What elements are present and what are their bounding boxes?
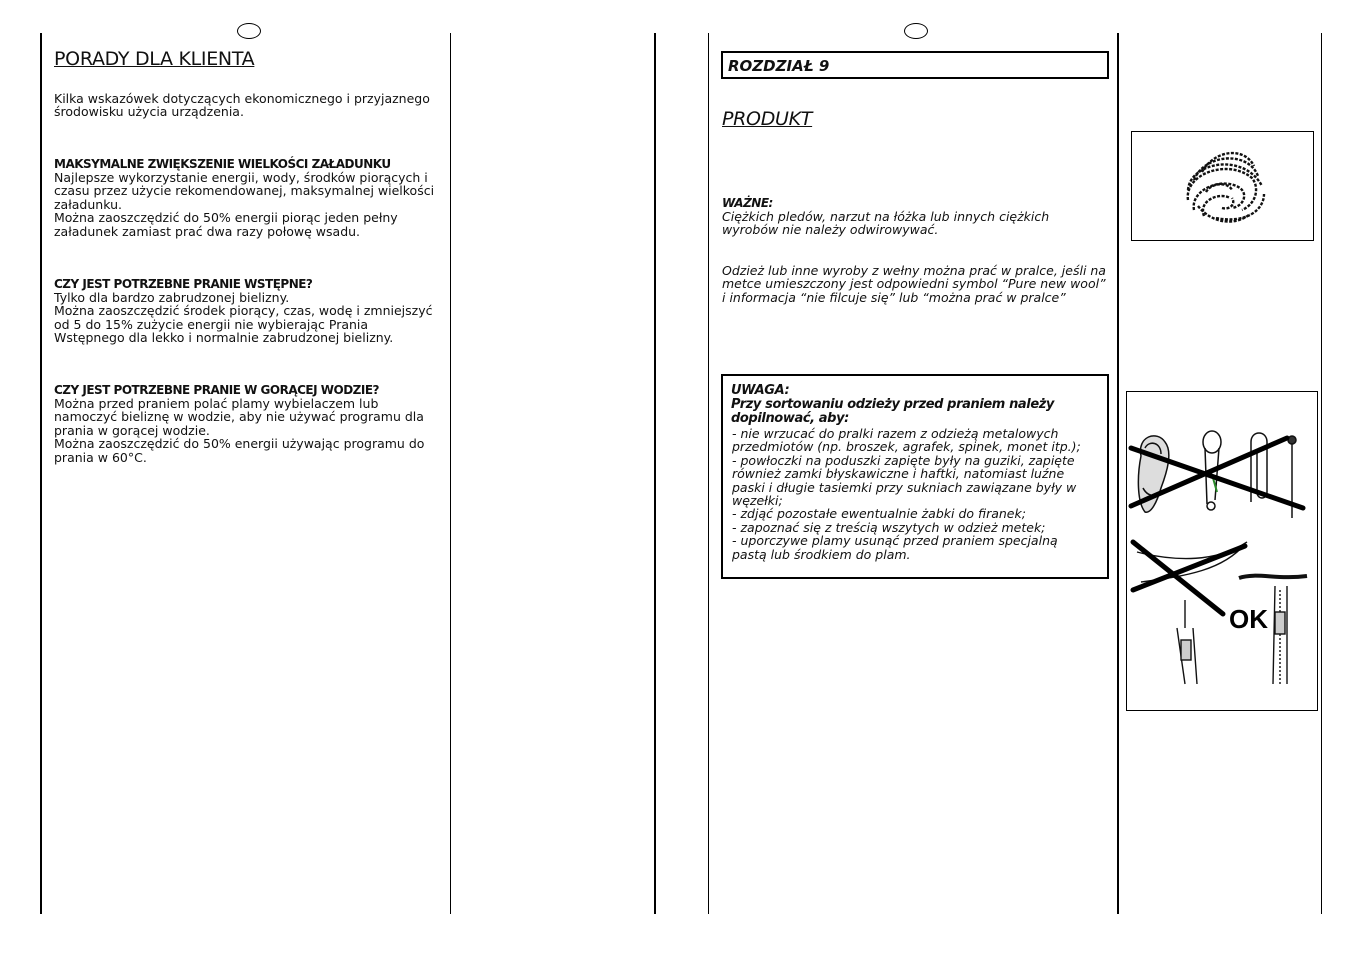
- section-text-load: Najlepsze wykorzystanie energii, wody, środków piorących i czasu przez użycie rekomendowanej, maksymalnej wielkości załadunku. Można zaoszczędzić do 50% energii piorąc jeden pełny załadunek zamiast prać dwa razy połowę wsadu.: [54, 170, 435, 239]
- section-text-hot-water: Można przed praniem polać plamy wybielaczem lub namoczyć bieliznę w wodzie, aby nie używać programu dla prania w gorącej wodzie. Można zaoszczędzić do 50% energii używając programu do prania w 60°C.: [54, 396, 425, 465]
- right-page-language-oval: [904, 23, 928, 39]
- important-label: WAŻNE:: [722, 196, 773, 210]
- warning-item: - nie wrzucać do pralki razem z odzieżą metalowych przedmiotów (np. broszek, agrafek, spinek, monet itp.);: [732, 426, 1081, 455]
- wool-symbol-box: [1131, 131, 1314, 241]
- section-heading-prewash: CZY JEST POTRZEBNE PRANIE WSTĘPNE?: [54, 277, 313, 291]
- right-margin-line: [1321, 33, 1322, 914]
- left-page-language-oval: [237, 23, 261, 39]
- warning-item: - uporczywe plamy usunąć przed praniem specjalną pastą lub środkiem do plam.: [732, 533, 1058, 562]
- warning-box: [721, 374, 1109, 579]
- section-heading-load: MAKSYMALNE ZWIĘKSZENIE WIELKOŚCI ZAŁADUNKU: [54, 157, 391, 171]
- important-text: Ciężkich pledów, narzut na łóżka lub innych ciężkich wyrobów nie należy odwirowywać.: [722, 209, 1050, 238]
- right-page-title: PRODUKT: [722, 108, 813, 130]
- sorting-illustration: [1127, 392, 1317, 710]
- left-margin-line: [40, 33, 42, 914]
- section-text-prewash: Tylko dla bardzo zabrudzonej bielizny. Można zaoszczędzić środek piorący, czas, wodę i zmniejszyć od 5 do 15% zużycie energii nie wybierając Prania Wstępnego dla lekko i normalnie zabrudzonej bielizny.: [54, 290, 433, 346]
- warning-item: - zapoznać się z treścią wszytych w odzież metek;: [732, 519, 1046, 535]
- page-gutter-line-right: [708, 33, 709, 914]
- wool-text: Odzież lub inne wyroby z wełny można prać w pralce, jeśli na metce umieszczony jest odpowiedni symbol “Pure new wool” i informacja “nie filcuje się” lub “można prać w pralce”: [722, 263, 1106, 305]
- sorting-illustration-box: [1126, 391, 1318, 711]
- page-gutter-line-left: [654, 33, 656, 914]
- intro-paragraph: Kilka wskazówek dotyczących ekonomicznego i przyjaznego środowisku użycia urządzenia.: [54, 91, 430, 120]
- warning-item: - zdjąć pozostałe ewentualnie żabki do firanek;: [732, 506, 1026, 522]
- wool-symbol-icon: [1132, 132, 1313, 240]
- warning-item: - powłoczki na poduszki zapięte były na guziki, zapięte również zamki błyskawiczne i haftki, natomiast luźne paski i długie tasiemki przy sukniach zawiązane były w węzełki;: [732, 452, 1077, 509]
- warning-list: [732, 427, 1104, 561]
- warning-label: UWAGA:: [731, 383, 790, 398]
- section-heading-hot-water: CZY JEST POTRZEBNE PRANIE W GORĄCEJ WODZIE?: [54, 383, 379, 397]
- left-page-title: PORADY DLA KLIENTA: [54, 48, 255, 70]
- ok-label: OK: [1229, 604, 1268, 634]
- warning-intro: Przy sortowaniu odzieży przed praniem należy dopilnować, aby:: [731, 397, 1055, 426]
- chapter-box: [721, 51, 1109, 79]
- left-column-divider: [450, 33, 451, 914]
- right-column-divider: [1117, 33, 1119, 914]
- chapter-label: ROZDZIAŁ 9: [728, 57, 830, 75]
